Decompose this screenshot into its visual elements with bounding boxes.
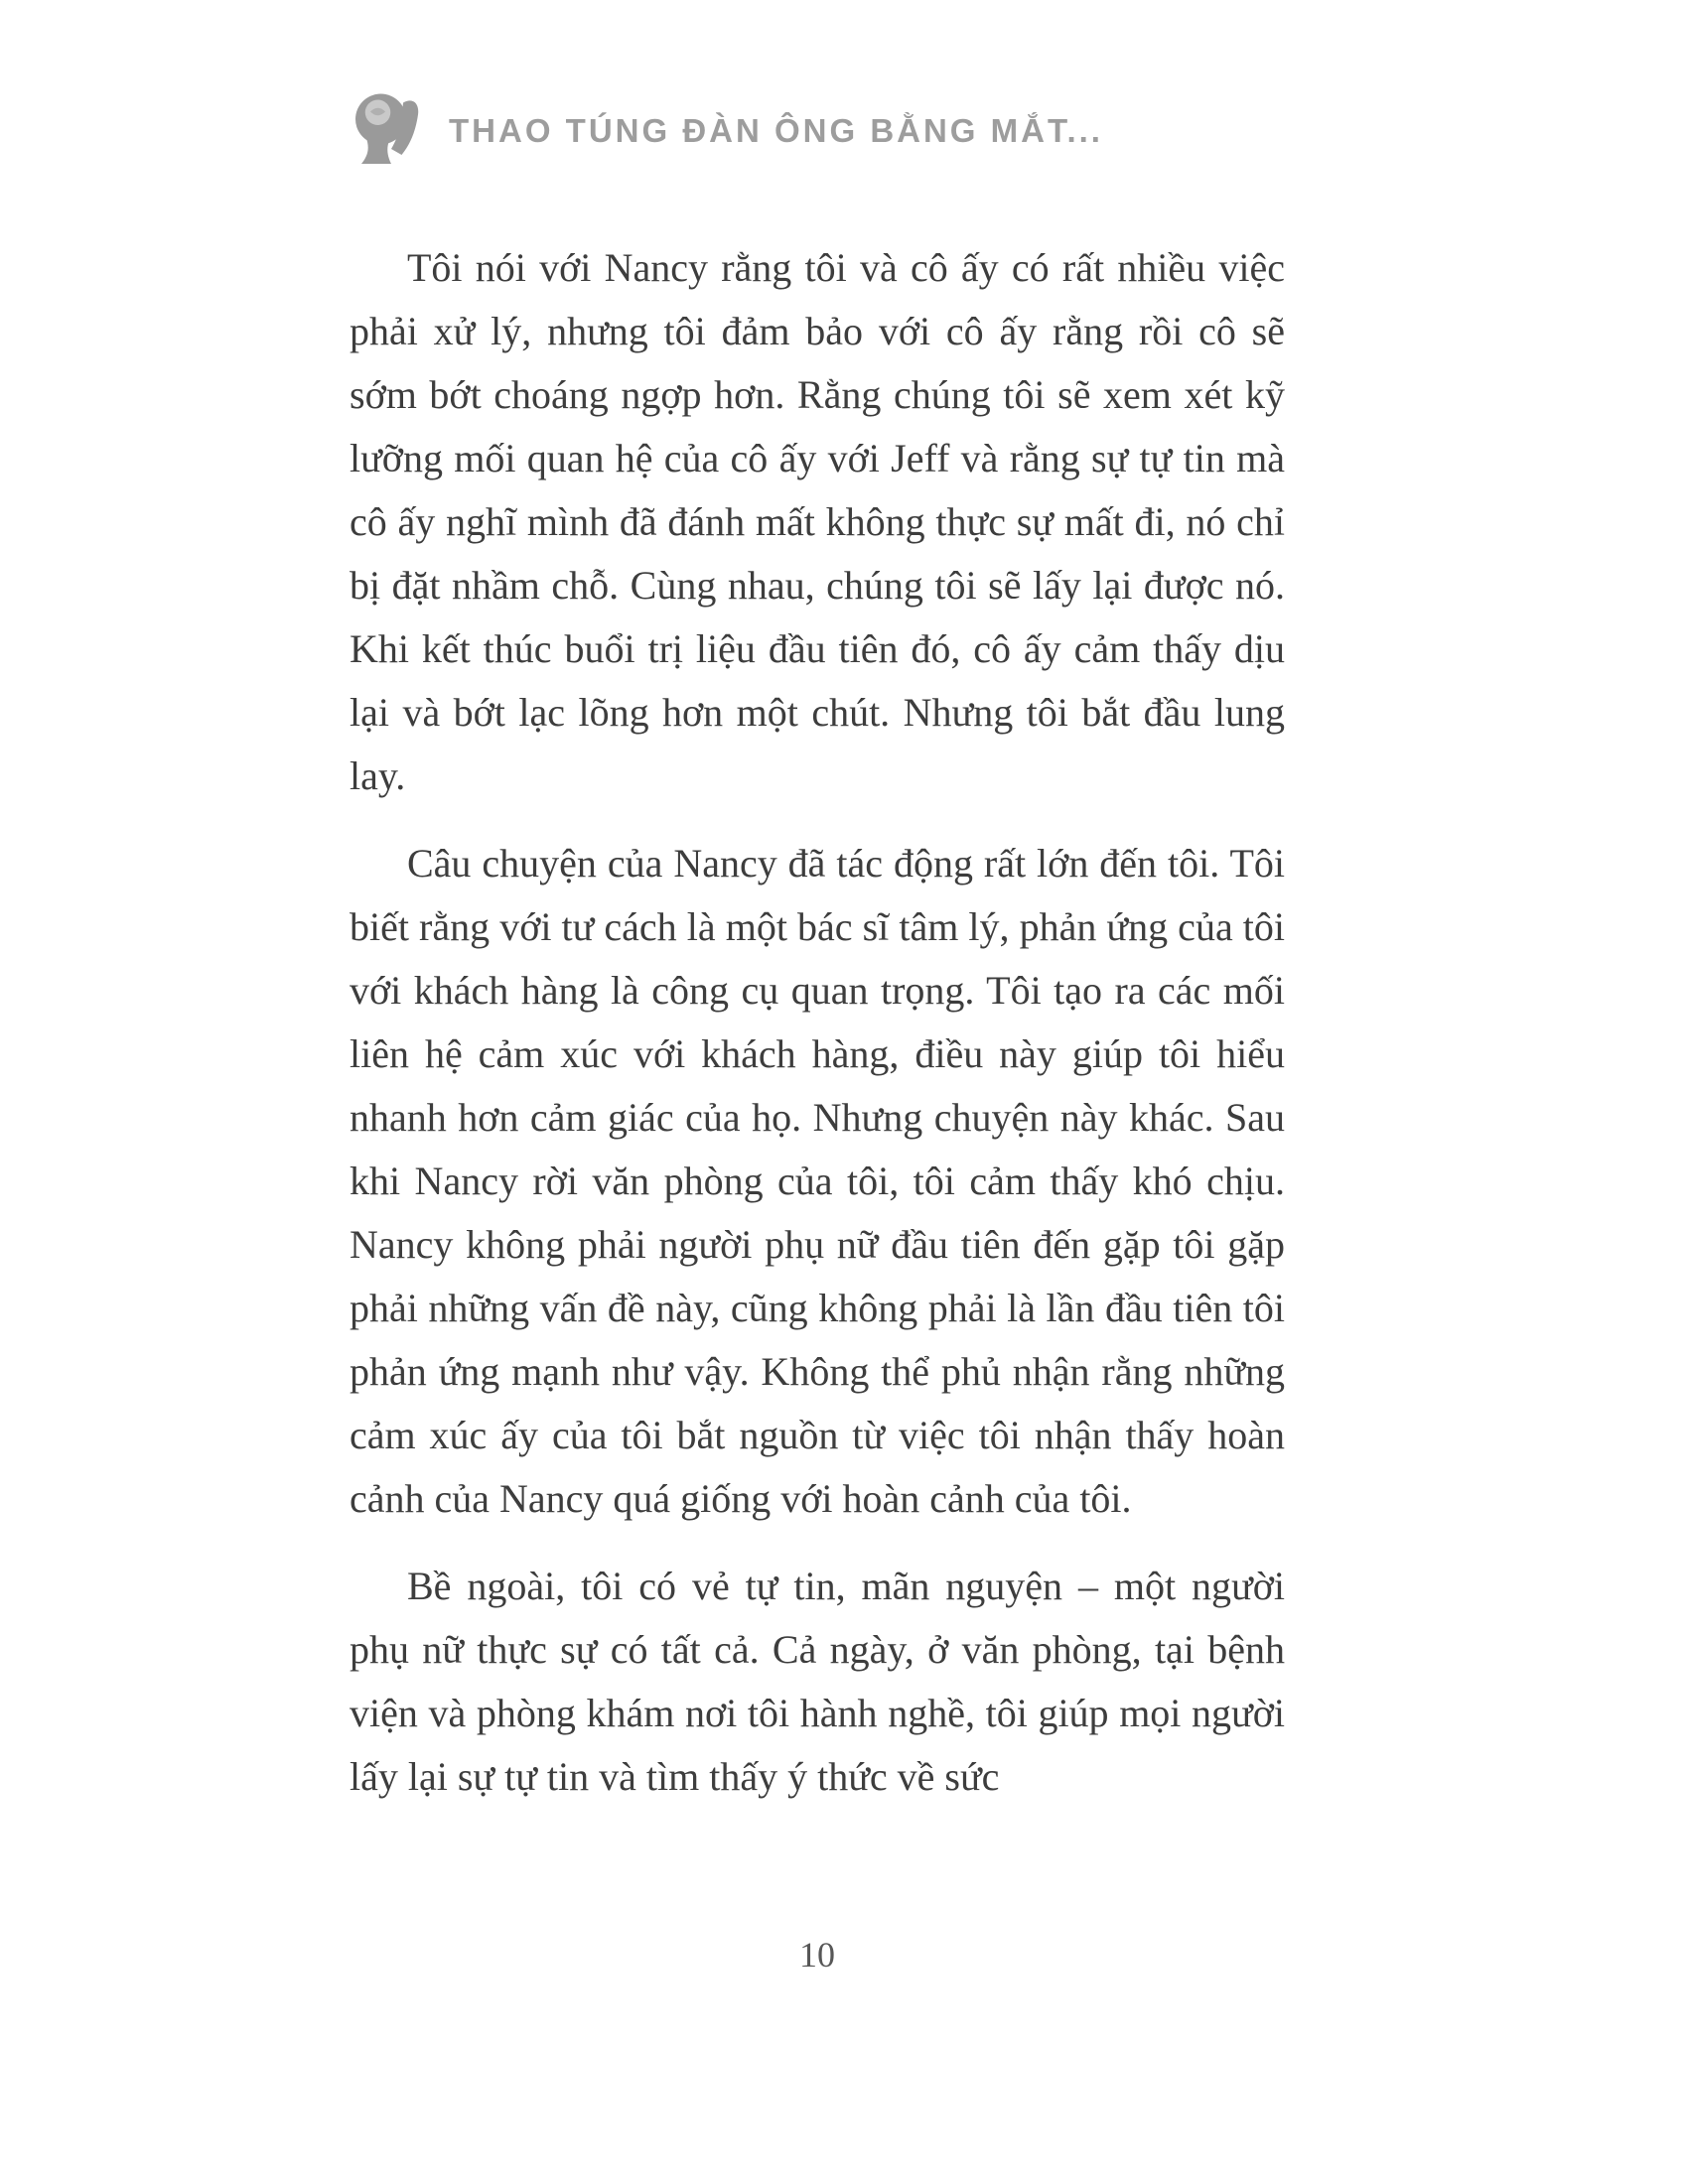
paragraph-1: Tôi nói với Nancy rằng tôi và cô ấy có rất nhiều việc phải xử lý, nhưng tôi đảm bảo với cô ấy rằng rồi cô sẽ sớm bớt choáng ngợp hơn. Rằng chúng tôi sẽ xem xét kỹ lưỡng mối quan hệ của cô ấy với Jeff và rằng sự tự tin mà cô ấy nghĩ mình đã đánh mất không thực sự mất đi, nó chỉ bị đặt nhầm chỗ. Cùng nhau, chúng tôi sẽ lấy lại được nó. Khi kết thúc buổi trị liệu đầu tiên đó, cô ấy cảm thấy dịu lại và bớt lạc lõng hơn một chút. Nhưng tôi bắt đầu lung lay. — [350, 245, 1285, 798]
page-footer — [350, 1934, 1285, 1976]
paragraph-2: Câu chuyện của Nancy đã tác động rất lớn đến tôi. Tôi biết rằng với tư cách là một bác sĩ tâm lý, phản ứng của tôi với khách hàng là công cụ quan trọng. Tôi tạo ra các mối liên hệ cảm xúc với khách hàng, điều này giúp tôi hiểu nhanh hơn cảm giác của họ. Nhưng chuyện này khác. Sau khi Nancy rời văn phòng của tôi, tôi cảm thấy khó chịu. Nancy không phải người phụ nữ đầu tiên đến gặp tôi gặp phải những vấn đề này, cũng không phải là lần đầu tiên tôi phản ứng mạnh như vậy. Không thể phủ nhận rằng những cảm xúc ấy của tôi bắt nguồn từ việc tôi nhận thấy hoàn cảnh của Nancy quá giống với hoàn cảnh của tôi. — [350, 841, 1285, 1521]
page-body — [350, 236, 1285, 1833]
woman-head-icon — [350, 87, 427, 175]
page-number: 10 — [799, 1935, 835, 1975]
page-header — [350, 87, 1288, 175]
paragraph-3: Bề ngoài, tôi có vẻ tự tin, mãn nguyện – một người phụ nữ thực sự có tất cả. Cả ngày, ở văn phòng, tại bệnh viện và phòng khám nơi tôi hành nghề, tôi giúp mọi người lấy lại sự tự tin và tìm thấy ý thức về sức — [350, 1564, 1285, 1799]
running-head-title: THAO TÚNG ĐÀN ÔNG BẰNG MẮT... — [449, 112, 1103, 149]
